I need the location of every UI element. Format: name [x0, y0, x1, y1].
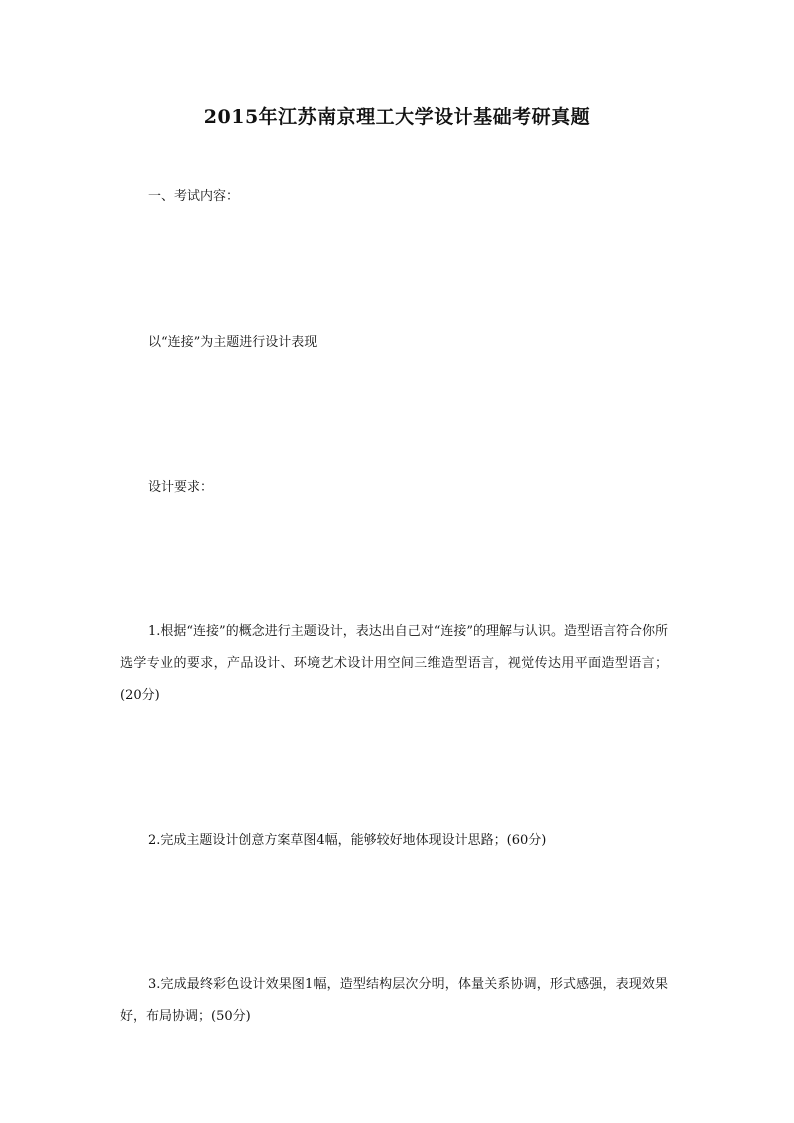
page-title: 2015年江苏南京理工大学设计基础考研真题 [203, 106, 591, 128]
requirements-heading: 设计要求： [148, 480, 214, 495]
requirement-item-3: 3.完成最终彩色设计效果图1幅，造型结构层次分明，体量关系协调，形式感强，表现效果好，布局协调；(50分) [120, 977, 668, 1024]
section-heading-exam-content: 一、考试内容： [148, 189, 240, 204]
design-theme: 以“连接”为主题进行设计表现 [148, 335, 318, 350]
requirement-item-2: 2.完成主题设计创意方案草图4幅，能够较好地体现设计思路；(60分) [148, 833, 547, 848]
requirement-item-1: 1.根据“连接”的概念进行主题设计，表达出自己对“连接”的理解与认识。造型语言符合你所选学专业的要求，产品设计、环境艺术设计用空间三维造型语言，视觉传达用平面造型语言；(20分) [120, 624, 668, 703]
